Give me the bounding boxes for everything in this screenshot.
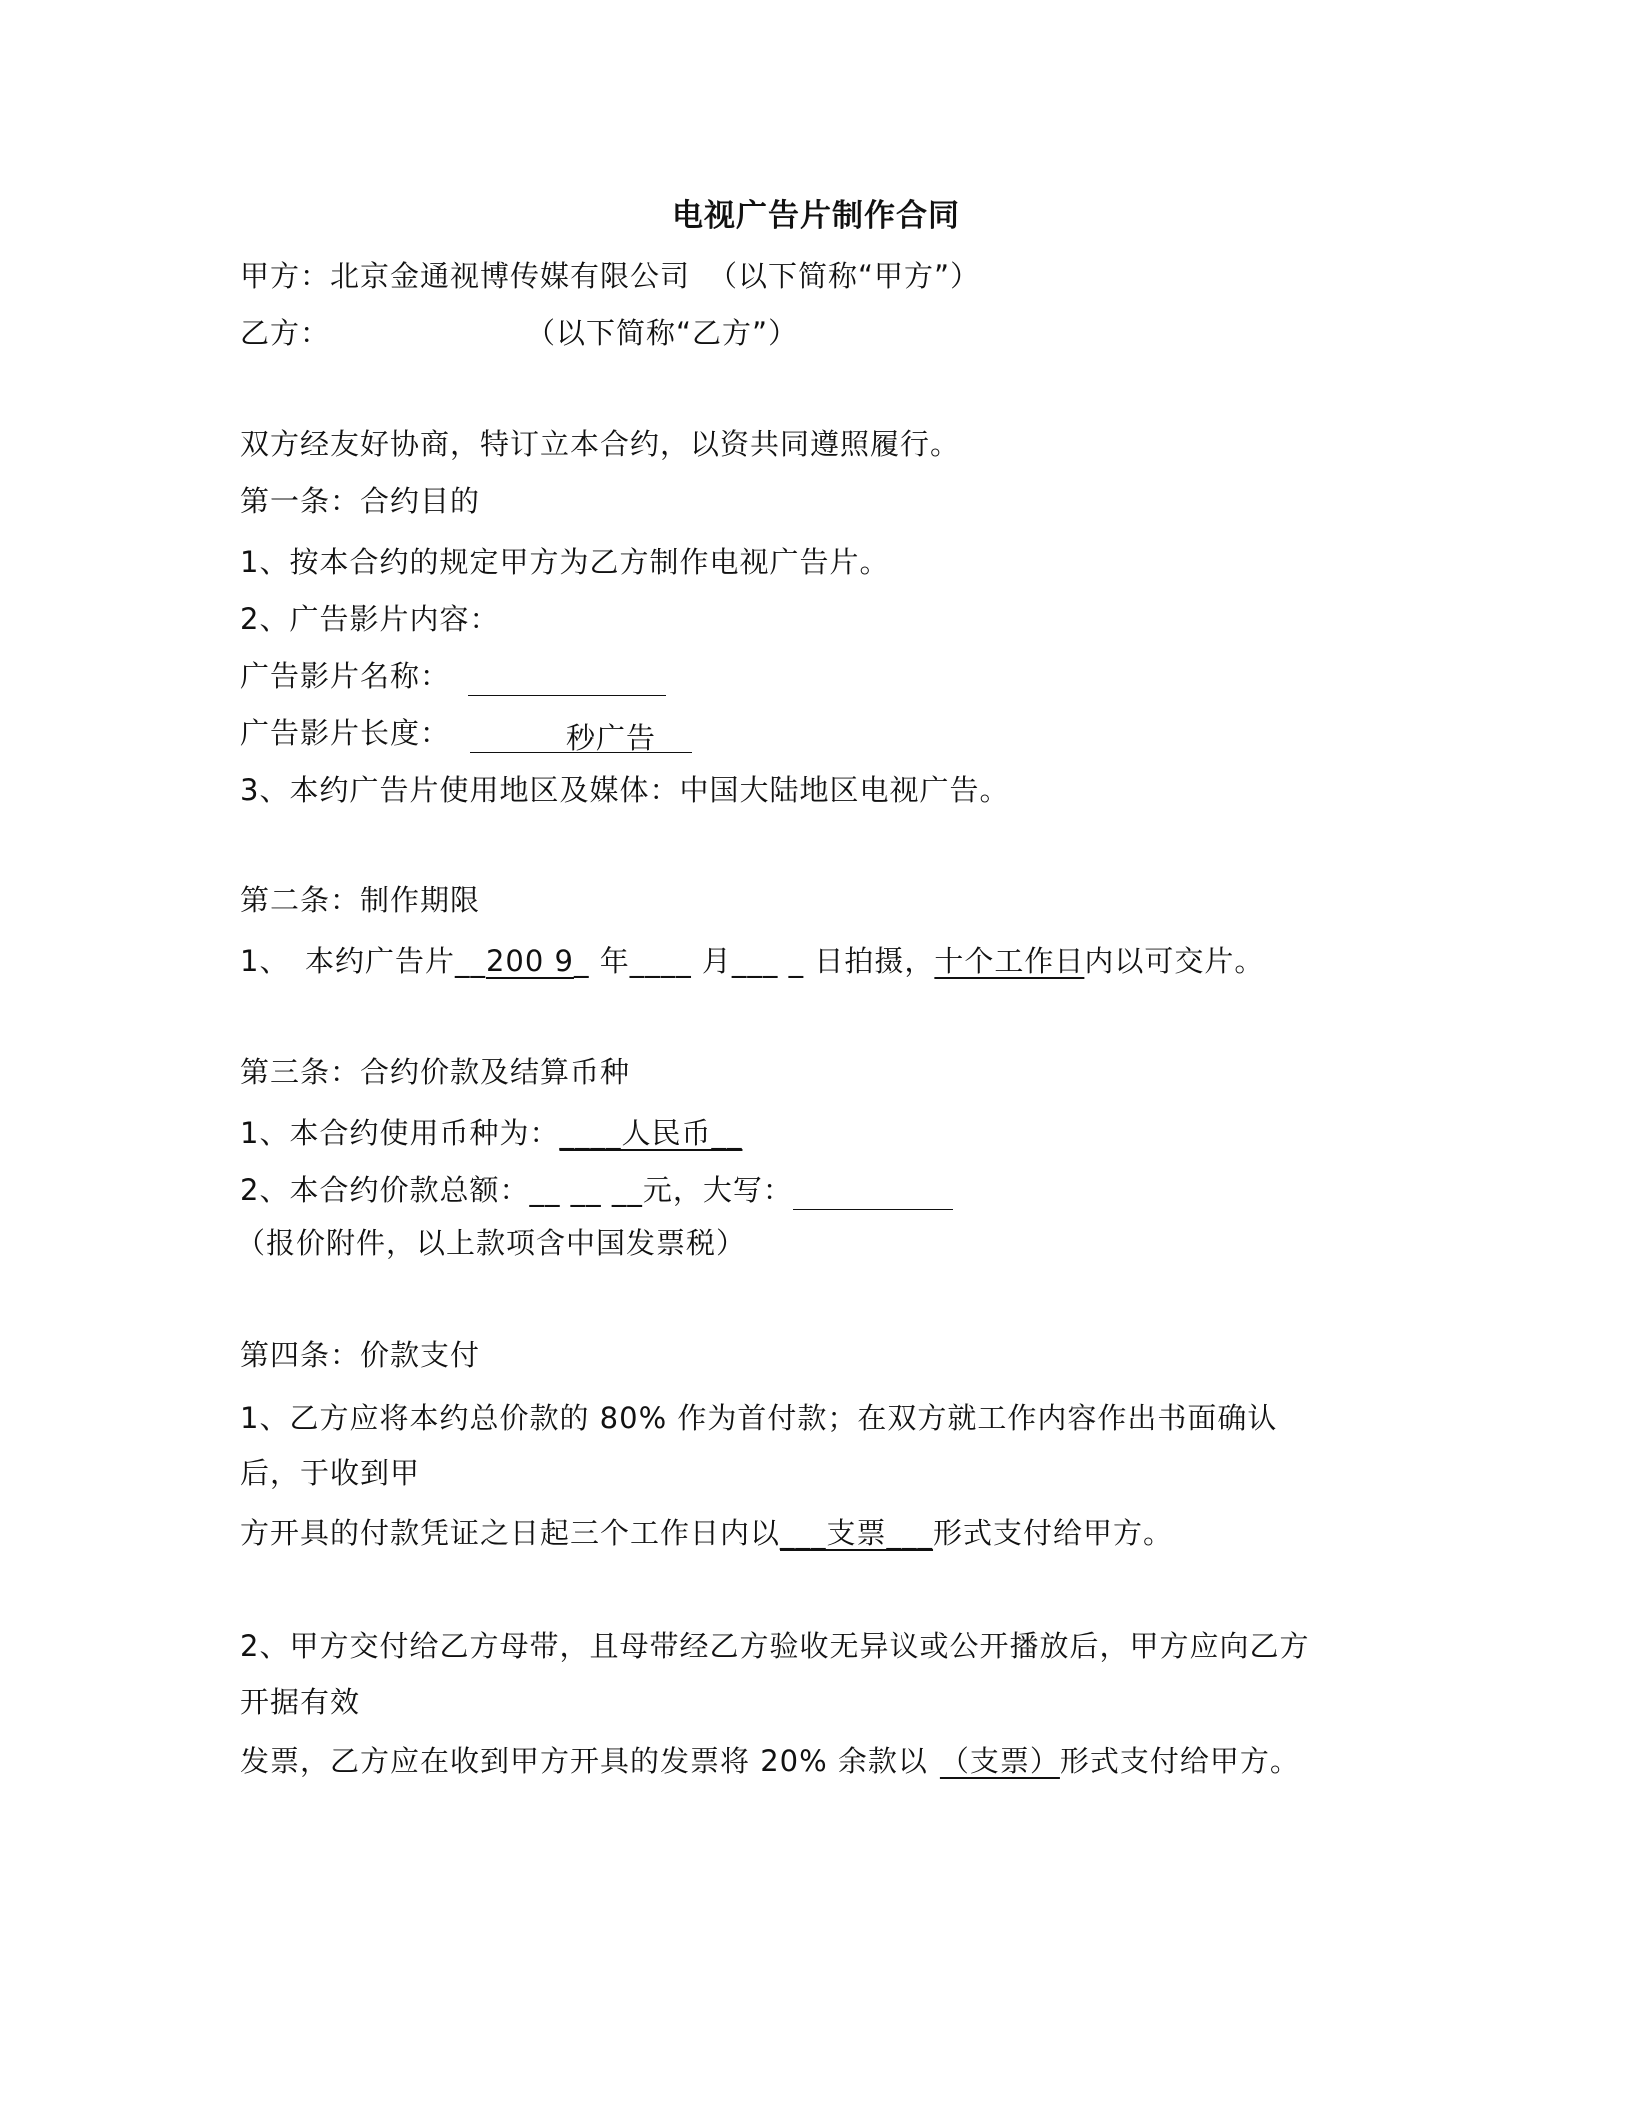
article2-item1-suffix: 内以可交片。	[1084, 944, 1265, 978]
article4-item1-line3	[240, 1513, 1173, 1553]
article4-item1-line2: 后，于收到甲	[240, 1456, 421, 1490]
article2-item1	[240, 941, 1264, 981]
article1-item1: 1、按本合约的规定甲方为乙方制作电视广告片。	[240, 545, 890, 579]
party-b-alias: （以下简称“乙方”）	[526, 316, 799, 350]
article4-item1-line3-suffix: 形式支付给甲方。	[933, 1516, 1174, 1550]
article4-item2-line3	[240, 1741, 1300, 1781]
party-a-label: 甲方：	[240, 259, 331, 293]
film-name-line	[240, 656, 666, 696]
article3-item1	[240, 1113, 742, 1153]
article3-heading: 第三条：合约价款及结算币种	[240, 1055, 631, 1089]
shoot-month-label: 月	[691, 944, 732, 978]
article4-item2-line3-prefix: 发票，乙方应在收到甲方开具的发票将 20% 余款以	[240, 1744, 928, 1778]
film-length-unit: 秒广告	[566, 721, 657, 755]
article4-item2-line3-suffix: 形式支付给甲方。	[1059, 1744, 1300, 1778]
article4-item2-line1: 2、甲方交付给乙方母带，且母带经乙方验收无异议或公开播放后，甲方应向乙方	[240, 1629, 1310, 1663]
article2-item1-prefix: 1、 本约广告片__	[240, 944, 486, 978]
payment-method-1[interactable]: ___支票___	[780, 1516, 934, 1550]
article1-item2: 2、广告影片内容：	[240, 602, 500, 636]
article1-heading: 第一条：合约目的	[240, 484, 481, 518]
amount-blank[interactable]: __ __ __	[529, 1173, 643, 1207]
shoot-year-suffix: _ 年	[573, 944, 630, 978]
article1-item3: 3、本约广告片使用地区及媒体：中国大陆地区电视广告。	[240, 773, 1010, 807]
payment-method-2[interactable]: （支票）	[939, 1744, 1060, 1778]
article3-item2-mid: 元，大写：	[642, 1173, 793, 1207]
intro-text: 双方经友好协商，特订立本合约，以资共同遵照履行。	[240, 427, 961, 461]
article4-heading: 第四条：价款支付	[240, 1338, 481, 1372]
shoot-month-blank[interactable]: ____	[629, 944, 692, 978]
currency-value[interactable]: ____人民币__	[559, 1116, 743, 1150]
article3-item2-prefix: 2、本合约价款总额：	[240, 1173, 530, 1207]
party-b-label: 乙方：	[240, 316, 331, 350]
article4-item1-line3-prefix: 方开具的付款凭证之日起三个工作日内以	[240, 1516, 781, 1550]
shoot-year-value[interactable]: 200 9	[485, 944, 574, 978]
article3-item1-prefix: 1、本合约使用币种为：	[240, 1116, 560, 1150]
party-b-line	[240, 313, 798, 353]
party-a-alias: （以下简称“甲方”）	[708, 259, 981, 293]
shoot-day-blank[interactable]: ___ _	[731, 944, 805, 978]
party-a-line	[240, 256, 980, 296]
article2-heading: 第二条：制作期限	[240, 883, 481, 917]
article4-item2-line2: 开据有效	[240, 1685, 361, 1719]
delivery-deadline: 十个工作日	[934, 944, 1085, 978]
article4-item1-line1: 1、乙方应将本约总价款的 80% 作为首付款；在双方就工作内容作出书面确认	[240, 1401, 1278, 1435]
film-length-line	[240, 713, 692, 753]
film-length-label: 广告影片长度：	[240, 716, 451, 750]
shoot-day-label: 日拍摄，	[804, 944, 935, 978]
film-name-blank[interactable]	[468, 661, 666, 696]
film-name-label: 广告影片名称：	[240, 659, 451, 693]
capital-amount-blank[interactable]	[793, 1179, 953, 1210]
article3-item2	[240, 1170, 953, 1210]
film-length-blank[interactable]	[470, 718, 692, 753]
party-a-name: 北京金通视博传媒有限公司	[330, 259, 691, 293]
document-title: 电视广告片制作合同	[672, 198, 960, 234]
article3-note: （报价附件，以上款项含中国发票税）	[236, 1226, 747, 1260]
